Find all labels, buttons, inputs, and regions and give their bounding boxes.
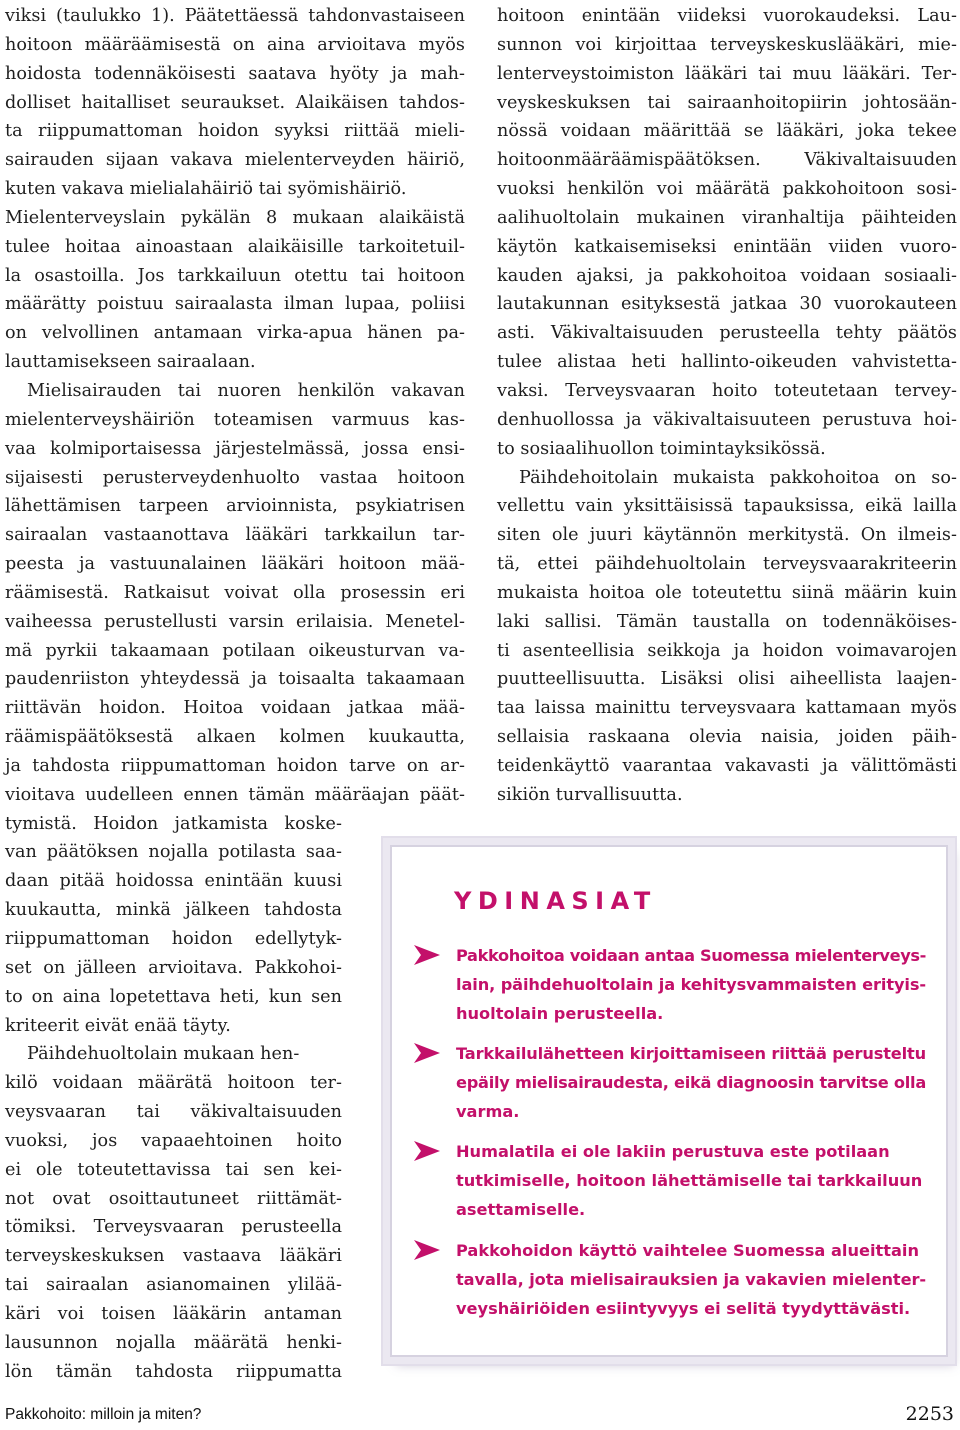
key-point-line: veyshäiriöiden esiintyvyys ei selitä tyydyttävästi. [456,1299,911,1319]
left-column-line: daan pitää hoidossa enintään kuusi [5,871,342,892]
right-column-line: lautakunnan esityksestä jatkaa 30 vuorokauteen [497,294,957,315]
left-column-line: to on aina lopetettava heti, kun sen [5,986,342,1007]
left-column-line: vaa kolmiportaisessa järjestelmässä, jossa ensi- [5,438,465,459]
left-column-line: viksi (taulukko 1). Päätettäessä tahdonvastaiseen [5,6,465,26]
left-column-line: kilö voidaan määrätä hoitoon ter- [5,1073,342,1094]
left-column-line: on velvollinen antamaan virka-apua hänen pa- [5,323,465,344]
left-column-line: kuukautta, minkä jälkeen tahdosta [5,900,342,921]
right-column-line: siten ole juuri käytännön merkitystä. On ilmeis- [497,525,957,546]
right-column-line: to sosiaalihuollon toimintayksikössä. [497,438,826,459]
left-column-line: van päätöksen nojalla potilasta saa- [5,842,342,863]
left-column-line: ja tahdosta riippumattoman hoidon tarve on ar- [5,755,465,776]
key-point-line: epäily mielisairaudesta, eikä diagnoosin tarvitse olla [456,1073,926,1093]
right-column-line: Päihdehoitolain mukaista pakkohoitoa on so- [519,467,957,488]
left-column-line: ei ole toteutettavissa tai sen kei- [5,1159,342,1180]
right-column-line: hoitoonmääräämispäätöksen. Väkivaltaisuuden [497,150,957,171]
right-column-line: asti. Väkivaltaisuuden perusteella tehty päätös [497,323,957,344]
left-column-line: lauttamisekseen sairaalaan. [5,352,256,373]
key-points-box [390,845,948,1357]
left-column-line: vioitava uudelleen ennen tämän määräajan päät- [5,784,465,805]
left-column-line: lausunnon nojalla määrätä henki- [5,1332,342,1353]
right-column-line: vellettu vain yksittäisissä tapauksissa, eikä lailla [497,496,957,517]
left-column-line: sairauden sijaan vakava mielenterveyden häiriö, [5,150,465,171]
left-column-line: Mielisairauden tai nuoren henkilön vakavan [27,380,465,401]
left-column-line: Mielenterveyslain pykälän 8 mukaan alaikäistä [5,207,465,228]
left-column-line: sijaisesti perusterveydenhuolto vastaa hoitoon [5,467,465,488]
key-point-item [414,1236,934,1324]
left-column-line: sairaalan vastaanottava lääkäri tarkkailun tar- [5,525,465,546]
left-column-line: tömiksi. Terveysvaaran perusteella [5,1217,342,1238]
right-column-line: taa laissa mainittu terveysvaara kattamaan myös [497,698,957,719]
right-column-line: sikiön turvallisuutta. [497,784,683,805]
left-column-line: kuten vakava mielialahäiriö tai syömishäiriö. [5,179,407,200]
left-column-line: dolliset haitalliset seuraukset. Alaikäisen tahdos- [5,92,465,113]
right-column-line: denhuollossa ja väkivaltaisuuteen perustuva hoi- [497,409,957,430]
right-column-line: tä, ettei päihdehuoltolain terveysvaarakriteerin [497,554,957,575]
arrowhead-bullet-icon [414,1240,440,1260]
left-column-line: räämispäätöksestä alkaen kolmen kuukautta, [5,727,465,748]
key-point-item [414,1039,934,1127]
left-column-line: määrätty poistuu sairaalasta ilman lupaa, poliisi [5,294,465,315]
left-column-line: tulee hoitaa ainoastaan alaikäisille tarkoitetuil- [5,236,465,257]
left-column-line: vaiheessa perustellusti varsin erilaisia. Menetel- [5,611,465,632]
right-column-line: hoitoon enintään viideksi vuorokaudeksi. Lau- [497,6,957,26]
right-column-line: puutteellisuutta. Lisäksi olisi aiheellista laajen- [497,669,957,690]
right-column-line: ti asenteellisia seikkoja ja hoidon voimavarojen [497,640,957,661]
right-column-line: aalihuoltolain mukainen viranhaltija päihteiden [497,207,957,228]
right-column-line: lenterveystoimiston lääkäri tai muu lääkäri. Ter- [497,63,957,84]
key-point-line: huoltolain perusteella. [456,1004,664,1024]
page-number: 2253 [905,1403,954,1425]
right-column-line: sellaisia raskaana olevia naisia, joiden päih- [497,727,957,748]
left-column-line: lähettämisen tarpeen arvioinnista, psykiatrisen [5,496,465,517]
key-point-line: tutkimiselle, hoitoon lähettämiselle tai tarkkailuun [456,1171,923,1191]
left-column-line: terveyskeskuksen vastaava lääkäri [5,1246,342,1267]
left-column-line: peesta ja vastuunalainen lääkäri hoitoon mää- [5,554,465,575]
left-column-line: mielenterveyshäiriön toteamisen varmuus kas- [5,409,465,430]
left-column-line: riittävän hoidon. Hoitoa voidaan jatkaa mää- [5,698,465,719]
arrowhead-bullet-icon [414,945,440,965]
key-point-item [414,1137,934,1225]
right-column-line: sunnon voi kirjoittaa terveyskeskuslääkäri, mie- [497,34,957,55]
key-point-line: Tarkkailulähetteen kirjoittamiseen riittää perusteltu [456,1044,926,1063]
key-point-item [414,941,934,1029]
left-column-line: hoidosta todennäköisesti saatava hyöty ja mah- [5,63,465,84]
left-column-line: set on jälleen arvioitava. Pakkohoi- [5,957,342,978]
left-column-line: not ovat osoittautuneet riittämät- [5,1188,342,1209]
left-column-line: ta riippumattoman hoidon syyksi riittää mieli- [5,121,465,142]
left-column-line: lön tämän tahdosta riippumatta [5,1361,342,1382]
left-column-line: vuoksi, jos vapaaehtoinen hoito [5,1130,342,1151]
left-column-line: mä pyrkii takaamaan potilaan oikeusturvan va- [5,640,465,661]
running-title: Pakkohoito: milloin ja miten? [5,1406,202,1423]
key-point-line: Humalatila ei ole lakiin perustuva este potilaan [456,1142,890,1161]
right-column-line: tulee alistaa heti hallinto-oikeuden vahvistetta- [497,352,957,373]
key-point-line: lain, päihdehuoltolain ja kehitysvammaisten erityis- [456,975,926,995]
left-column-line: hoitoon määräämisestä on aina arvioitava myös [5,34,465,55]
right-column-line: käytön katkaisemiseksi enintään viiden vuoro- [497,236,957,257]
key-point-line: Pakkohoidon käyttö vaihtelee Suomessa alueittain [456,1241,919,1260]
left-column-line: la osastoilla. Jos tarkkailuun otettu tai hoitoon [5,265,465,286]
left-column-line: käri voi toisen lääkärin antaman [5,1303,342,1324]
key-points-title: YDINASIAT [454,887,657,915]
key-point-line: tavalla, jota mielisairauksien ja vakavien mielenter- [456,1270,926,1290]
left-column-line: riippumattoman hoidon edellytyk- [5,929,342,949]
left-column-line: kriteerit eivät enää täyty. [5,1015,231,1036]
right-column-line: laki sallisi. Tämän taustalla on todennäköises- [497,611,957,632]
right-column-line: vuoksi henkilön voi määrätä pakkohoitoon sosi- [497,179,957,200]
left-column-line: tymistä. Hoidon jatkamista koske- [5,813,342,834]
right-column [497,2,957,810]
right-column-line: mukaista hoitoa ole toteutettu siinä määrin kuin [497,582,957,603]
right-column-line: veyskeskuksen tai sairaanhoitopiirin johtosään- [497,92,957,113]
left-column-line: räämisestä. Ratkaisut voivat olla prosessin eri [5,582,465,603]
right-column-line: nössä voidaan määrittää se lääkäri, joka tekee [497,121,957,142]
arrowhead-bullet-icon [414,1141,440,1161]
left-column-line: veysvaaran tai väkivaltaisuuden [5,1102,342,1123]
key-point-line: Pakkohoitoa voidaan antaa Suomessa mielenterveys- [456,946,926,965]
left-column-line: tai sairaalan asianomainen ylilää- [5,1275,342,1296]
key-point-line: asettamiselle. [456,1200,586,1220]
left-column-line: Päihdehuoltolain mukaan hen- [27,1044,300,1065]
right-column-line: vaksi. Terveysvaaran hoito toteutetaan tervey- [497,380,957,401]
key-point-line: varma. [456,1102,520,1122]
arrowhead-bullet-icon [414,1043,440,1063]
right-column-line: teidenkäyttö vaarantaa vakavasti ja välittömästi [497,755,957,776]
left-column-line: paudenriiston yhteydessä ja toisaalta takaamaan [5,669,465,690]
right-column-line: kauden ajaksi, ja pakkohoitoa voidaan sosiaali- [497,265,957,286]
